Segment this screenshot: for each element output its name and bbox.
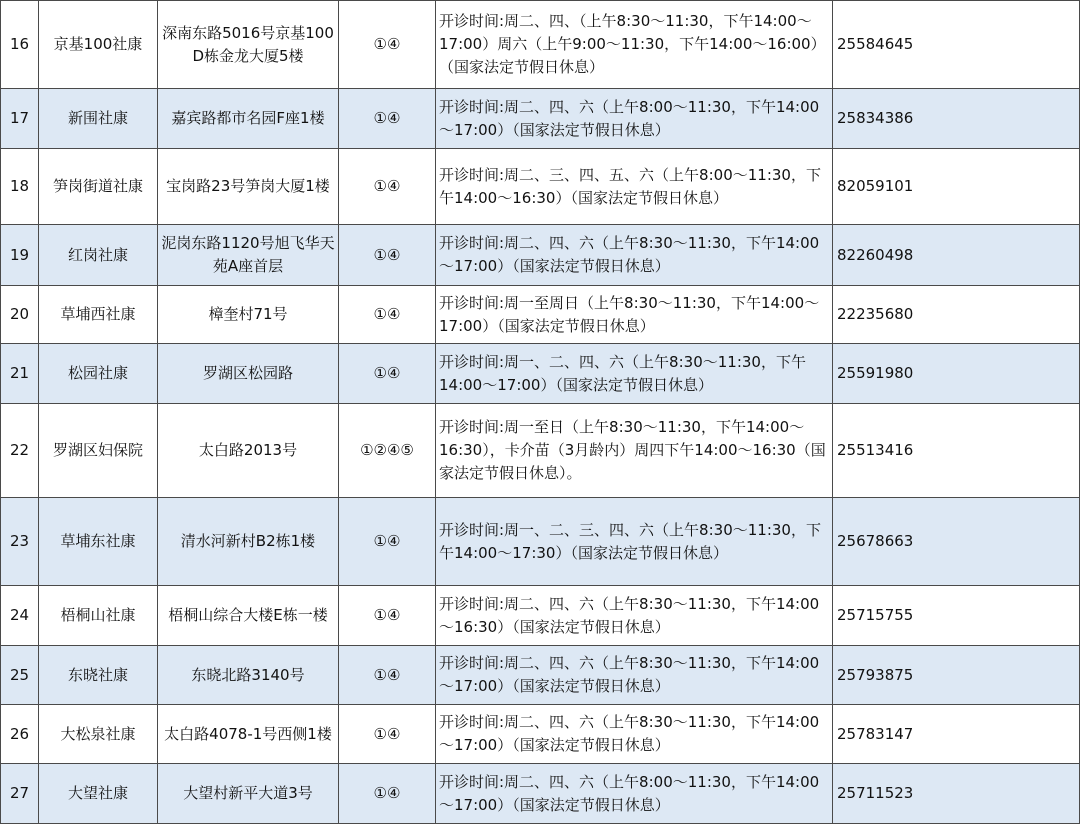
service-codes: ①④ — [339, 344, 436, 404]
clinic-name: 草埔东社康 — [39, 498, 158, 586]
row-number: 17 — [1, 89, 39, 149]
clinic-name: 大望社康 — [39, 764, 158, 824]
phone-number: 82260498 — [833, 225, 1080, 286]
clinic-name: 罗湖区妇保院 — [39, 404, 158, 498]
phone-number: 22235680 — [833, 286, 1080, 344]
opening-hours: 开诊时间:周一、二、四、六（上午8:30～11:30，下午14:00～17:00）（国家法定节假日休息） — [436, 344, 833, 404]
clinic-address: 泥岗东路1120号旭飞华天苑A座首层 — [158, 225, 339, 286]
row-number: 22 — [1, 404, 39, 498]
clinic-address: 东晓北路3140号 — [158, 646, 339, 705]
phone-number: 25584645 — [833, 1, 1080, 89]
service-codes: ①④ — [339, 89, 436, 149]
row-number: 20 — [1, 286, 39, 344]
opening-hours: 开诊时间:周二、四、六（上午8:00～11:30，下午14:00～17:00）（国家法定节假日休息） — [436, 89, 833, 149]
service-codes: ①④ — [339, 764, 436, 824]
row-number: 19 — [1, 225, 39, 286]
table-row — [1, 344, 1080, 404]
table-row — [1, 149, 1080, 225]
table-row — [1, 498, 1080, 586]
opening-hours: 开诊时间:周一至周日（上午8:30～11:30，下午14:00～17:00）（国家法定节假日休息） — [436, 286, 833, 344]
clinic-name: 红岗社康 — [39, 225, 158, 286]
service-codes: ①④ — [339, 498, 436, 586]
phone-number: 25591980 — [833, 344, 1080, 404]
row-number: 26 — [1, 705, 39, 764]
clinic-address: 大望村新平大道3号 — [158, 764, 339, 824]
service-codes: ①④ — [339, 646, 436, 705]
clinic-name: 草埔西社康 — [39, 286, 158, 344]
opening-hours: 开诊时间:周一、二、三、四、六（上午8:30～11:30，下午14:00～17:30）（国家法定节假日休息） — [436, 498, 833, 586]
table-row — [1, 89, 1080, 149]
clinic-name: 新围社康 — [39, 89, 158, 149]
clinic-address: 宝岗路23号笋岗大厦1楼 — [158, 149, 339, 225]
clinic-address: 樟奎村71号 — [158, 286, 339, 344]
clinic-name: 笋岗街道社康 — [39, 149, 158, 225]
table-row — [1, 1, 1080, 89]
opening-hours: 开诊时间:周二、四、六（上午8:30～11:30，下午14:00～16:30）（国家法定节假日休息） — [436, 586, 833, 646]
opening-hours: 开诊时间:周二、四、六（上午8:30～11:30，下午14:00～17:00）（国家法定节假日休息） — [436, 646, 833, 705]
service-codes: ①②④⑤ — [339, 404, 436, 498]
service-codes: ①④ — [339, 586, 436, 646]
phone-number: 25715755 — [833, 586, 1080, 646]
opening-hours: 开诊时间:周二、三、四、五、六（上午8:00～11:30，下午14:00～16:30）（国家法定节假日休息） — [436, 149, 833, 225]
service-codes: ①④ — [339, 705, 436, 764]
row-number: 24 — [1, 586, 39, 646]
opening-hours: 开诊时间:周二、四、（上午8:30～11:30，下午14:00～17:00）周六（上午9:00～11:30，下午14:00～16:00）（国家法定节假日休息） — [436, 1, 833, 89]
row-number: 27 — [1, 764, 39, 824]
service-codes: ①④ — [339, 149, 436, 225]
clinic-address: 深南东路5016号京基100 D栋金龙大厦5楼 — [158, 1, 339, 89]
phone-number: 25793875 — [833, 646, 1080, 705]
phone-number: 25711523 — [833, 764, 1080, 824]
service-codes: ①④ — [339, 225, 436, 286]
table-row — [1, 646, 1080, 705]
phone-number: 25834386 — [833, 89, 1080, 149]
phone-number: 25678663 — [833, 498, 1080, 586]
clinic-name: 东晓社康 — [39, 646, 158, 705]
phone-number: 82059101 — [833, 149, 1080, 225]
phone-number: 25783147 — [833, 705, 1080, 764]
clinic-name: 京基100社康 — [39, 1, 158, 89]
row-number: 25 — [1, 646, 39, 705]
table-row — [1, 705, 1080, 764]
table-row — [1, 286, 1080, 344]
clinic-name: 大松泉社康 — [39, 705, 158, 764]
clinic-address: 梧桐山综合大楼E栋一楼 — [158, 586, 339, 646]
service-codes: ①④ — [339, 286, 436, 344]
opening-hours: 开诊时间:周二、四、六（上午8:30～11:30，下午14:00～17:00）（国家法定节假日休息） — [436, 705, 833, 764]
clinic-address: 嘉宾路都市名园F座1楼 — [158, 89, 339, 149]
clinic-address: 罗湖区松园路 — [158, 344, 339, 404]
table-row — [1, 404, 1080, 498]
row-number: 21 — [1, 344, 39, 404]
table-row — [1, 586, 1080, 646]
clinic-address: 太白路4078-1号西侧1楼 — [158, 705, 339, 764]
clinic-address: 太白路2013号 — [158, 404, 339, 498]
table-row — [1, 764, 1080, 824]
phone-number: 25513416 — [833, 404, 1080, 498]
opening-hours: 开诊时间:周一至日（上午8:30～11:30，下午14:00～16:30），卡介苗（3月龄内）周四下午14:00～16:30（国家法定节假日休息）。 — [436, 404, 833, 498]
clinic-name: 梧桐山社康 — [39, 586, 158, 646]
clinic-name: 松园社康 — [39, 344, 158, 404]
row-number: 18 — [1, 149, 39, 225]
table-row — [1, 225, 1080, 286]
service-codes: ①④ — [339, 1, 436, 89]
clinic-address: 清水河新村B2栋1楼 — [158, 498, 339, 586]
row-number: 16 — [1, 1, 39, 89]
row-number: 23 — [1, 498, 39, 586]
opening-hours: 开诊时间:周二、四、六（上午8:30～11:30，下午14:00～17:00）（国家法定节假日休息） — [436, 225, 833, 286]
opening-hours: 开诊时间:周二、四、六（上午8:00～11:30，下午14:00～17:00）（国家法定节假日休息） — [436, 764, 833, 824]
